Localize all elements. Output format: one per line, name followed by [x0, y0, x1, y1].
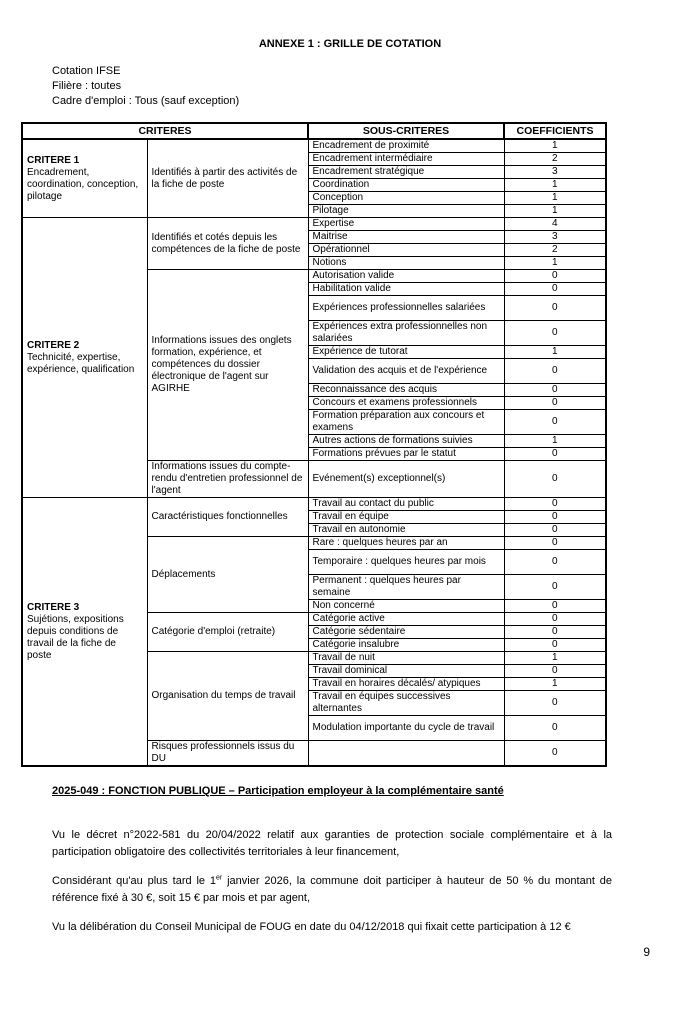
sous-critere-cell: Pilotage: [308, 205, 504, 218]
source-cell: Informations issues du compte-rendu d'entretien professionnel de l'agent: [147, 461, 308, 498]
sous-critere-cell: Travail en équipe: [308, 511, 504, 524]
source-cell: Déplacements: [147, 537, 308, 613]
coefficient-cell: 0: [504, 359, 606, 384]
coefficient-cell: 0: [504, 296, 606, 321]
coefficient-cell: 0: [504, 461, 606, 498]
paragraphs-container: [52, 827, 612, 936]
criterion-name: CRITERE 3: [27, 601, 80, 613]
criterion-cell: [22, 139, 147, 218]
coefficient-cell: 0: [504, 524, 606, 537]
sous-critere-cell: Encadrement de proximité: [308, 139, 504, 153]
header-coefficients: COEFFICIENTS: [504, 123, 606, 139]
criterion-name: CRITERE 2: [27, 339, 80, 351]
sous-critere-cell: Opérationnel: [308, 244, 504, 257]
criterion-cell: [22, 218, 147, 498]
source-cell: Caractéristiques fonctionnelles: [147, 498, 308, 537]
coefficient-cell: 0: [504, 384, 606, 397]
coefficient-cell: 0: [504, 716, 606, 741]
coefficient-cell: 0: [504, 550, 606, 575]
sous-critere-cell: Maitrise: [308, 231, 504, 244]
table-row: [22, 498, 606, 511]
criterion-detail: Technicité, expertise, expérience, qualification: [27, 351, 135, 375]
coefficient-cell: 0: [504, 639, 606, 652]
sous-critere-cell: Encadrement intermédiaire: [308, 153, 504, 166]
source-cell: Identifiés et cotés depuis les compétences de la fiche de poste: [147, 218, 308, 270]
sous-critere-cell: Modulation importante du cycle de travail: [308, 716, 504, 741]
sous-critere-cell: Travail au contact du public: [308, 498, 504, 511]
sous-critere-cell: Concours et examens professionnels: [308, 397, 504, 410]
table-row: [22, 218, 606, 231]
coefficient-cell: 0: [504, 410, 606, 435]
sous-critere-cell: Notions: [308, 257, 504, 270]
sous-critere-cell: Travail en autonomie: [308, 524, 504, 537]
coefficient-cell: 3: [504, 166, 606, 179]
coefficient-cell: 1: [504, 678, 606, 691]
coefficient-cell: 1: [504, 652, 606, 665]
sous-critere-cell: Expertise: [308, 218, 504, 231]
sous-critere-cell: Coordination: [308, 179, 504, 192]
coefficient-cell: 0: [504, 448, 606, 461]
table-row: [22, 139, 606, 153]
coefficient-cell: 0: [504, 537, 606, 550]
coefficient-cell: 0: [504, 498, 606, 511]
sous-critere-cell: Autorisation valide: [308, 270, 504, 283]
intro-line-cadre-emploi: Cadre d'emploi : Tous (sauf exception): [52, 95, 240, 107]
coefficient-cell: 0: [504, 575, 606, 600]
coefficient-cell: 0: [504, 613, 606, 626]
coefficient-cell: 0: [504, 283, 606, 296]
coefficient-cell: 1: [504, 346, 606, 359]
coefficient-cell: 0: [504, 691, 606, 716]
criterion-detail: Encadrement, coordination, conception, pilotage: [27, 166, 139, 202]
page-title: ANNEXE 1 : GRILLE DE COTATION: [258, 38, 442, 50]
source-cell: Identifiés à partir des activités de la fiche de poste: [147, 139, 308, 218]
coefficient-cell: 0: [504, 600, 606, 613]
coefficient-cell: 0: [504, 397, 606, 410]
intro-block: [52, 64, 239, 109]
intro-line-cotation: Cotation IFSE: [52, 65, 121, 77]
sous-critere-cell: Formations prévues par le statut: [308, 448, 504, 461]
criterion-detail: Sujétions, expositions depuis conditions de travail de la fiche de poste: [27, 613, 124, 661]
source-cell: Informations issues des onglets formation, expérience, et compétences du dossier électronique de l'agent sur AGIRHE: [147, 270, 308, 461]
header-criteres: CRITERES: [22, 123, 308, 139]
coefficient-cell: 0: [504, 741, 606, 767]
coefficient-cell: 0: [504, 626, 606, 639]
sous-critere-cell: Travail dominical: [308, 665, 504, 678]
page-number: 9: [643, 945, 650, 959]
sous-critere-cell: Rare : quelques heures par an: [308, 537, 504, 550]
coefficient-cell: 0: [504, 665, 606, 678]
sous-critere-cell: Temporaire : quelques heures par mois: [308, 550, 504, 575]
paragraph: Vu la délibération du Conseil Municipal de FOUG en date du 04/12/2018 qui fixait cette participation à 12 €: [52, 921, 571, 933]
superscript-text: er: [216, 874, 223, 882]
sous-critere-cell: [308, 741, 504, 767]
sous-critere-cell: Validation des acquis et de l'expérience: [308, 359, 504, 384]
coefficient-cell: 1: [504, 139, 606, 153]
coefficient-cell: 0: [504, 270, 606, 283]
sous-critere-cell: Formation préparation aux concours et examens: [308, 410, 504, 435]
sous-critere-cell: Habilitation valide: [308, 283, 504, 296]
sous-critere-cell: Permanent : quelques heures par semaine: [308, 575, 504, 600]
sous-critere-cell: Encadrement stratégique: [308, 166, 504, 179]
sous-critere-cell: Travail en horaires décalés/ atypiques: [308, 678, 504, 691]
grille-de-cotation-table: [21, 122, 607, 767]
header-sous-criteres: SOUS-CRITERES: [308, 123, 504, 139]
paragraph: Vu le décret n°2022-581 du 20/04/2022 relatif aux garanties de protection sociale complémentaire et à la participation obligatoire des collectivités territoriales à leur financement,: [52, 829, 612, 858]
sous-critere-cell: Catégorie sédentaire: [308, 626, 504, 639]
intro-line-filiere: Filière : toutes: [52, 80, 122, 92]
source-cell: Organisation du temps de travail: [147, 652, 308, 741]
sous-critere-cell: Expériences extra professionnelles non salariées: [308, 321, 504, 346]
sous-critere-cell: Expériences professionnelles salariées: [308, 296, 504, 321]
coefficient-cell: 3: [504, 231, 606, 244]
coefficient-cell: 0: [504, 511, 606, 524]
sous-critere-cell: Travail en équipes successives alternantes: [308, 691, 504, 716]
coefficient-cell: 1: [504, 257, 606, 270]
coefficient-cell: 2: [504, 244, 606, 257]
sous-critere-cell: Catégorie active: [308, 613, 504, 626]
sous-critere-cell: Travail de nuit: [308, 652, 504, 665]
criterion-cell: [22, 498, 147, 767]
paragraph: Considérant qu'au plus tard le 1er janvier 2026, la commune doit participer à hauteur de 50 % du montant de référence fixé à 30 €, soit 15 € par mois et par agent,: [52, 874, 612, 904]
deliberation-section: [52, 785, 612, 948]
coefficient-cell: 1: [504, 205, 606, 218]
grille-table-body: [22, 139, 606, 766]
criterion-name: CRITERE 1: [27, 154, 80, 166]
coefficient-cell: 0: [504, 321, 606, 346]
sous-critere-cell: Conception: [308, 192, 504, 205]
sous-critere-cell: Expérience de tutorat: [308, 346, 504, 359]
sous-critere-cell: Reconnaissance des acquis: [308, 384, 504, 397]
sous-critere-cell: Autres actions de formations suivies: [308, 435, 504, 448]
sous-critere-cell: Evénement(s) exceptionnel(s): [308, 461, 504, 498]
table-header-row: [22, 123, 606, 139]
source-cell: Catégorie d'emploi (retraite): [147, 613, 308, 652]
source-cell: Risques professionnels issus du DU: [147, 741, 308, 767]
coefficient-cell: 4: [504, 218, 606, 231]
coefficient-cell: 1: [504, 179, 606, 192]
coefficient-cell: 2: [504, 153, 606, 166]
coefficient-cell: 1: [504, 435, 606, 448]
section-heading: 2025-049 : FONCTION PUBLIQUE – Participation employeur à la complémentaire santé: [52, 785, 504, 797]
coefficient-cell: 1: [504, 192, 606, 205]
sous-critere-cell: Non concerné: [308, 600, 504, 613]
sous-critere-cell: Catégorie insalubre: [308, 639, 504, 652]
